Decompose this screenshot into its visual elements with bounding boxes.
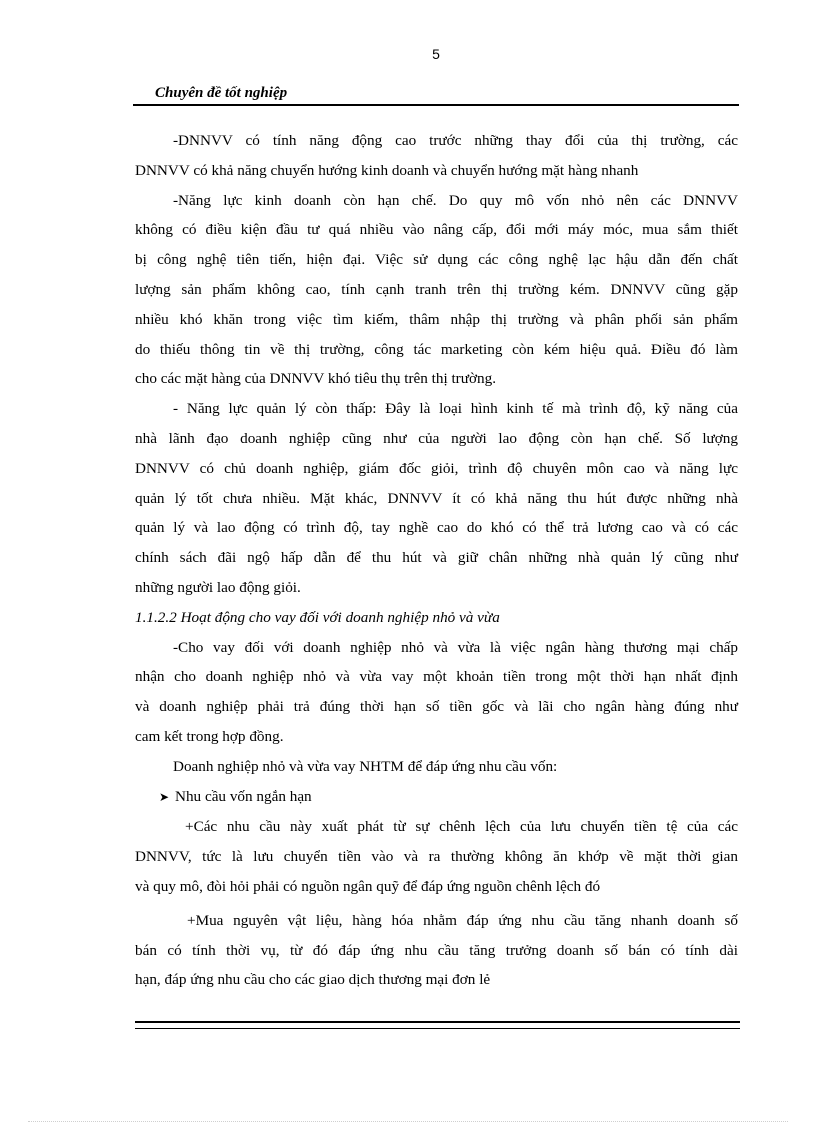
header-title: Chuyên đề tốt nghiệp (155, 85, 288, 101)
paragraph (135, 906, 738, 995)
text-line: hạn, đáp ứng nhu cầu cho các giao dịch thương mại đơn lẻ (135, 971, 491, 989)
text-line: nhiều khó khăn trong việc tìm kiếm, thâm nhập thị trường và phân phối sản phẩm (135, 310, 738, 328)
footer-rule (135, 1021, 740, 1029)
text-line: bán có tính thời vụ, từ đó đáp ứng nhu cầu tăng trưởng doanh số bán có tính dài (135, 941, 738, 959)
paragraph (135, 812, 738, 901)
text-line: +Các nhu cầu này xuất phát từ sự chênh lệch của lưu chuyển tiền tệ của các (185, 818, 738, 836)
text-line: không có điều kiện đầu tư quá nhiều vào nâng cấp, đổi mới máy móc, mua sắm thiết (135, 221, 738, 239)
page-edge-dots (28, 1121, 788, 1122)
text-line: những người lao động giỏi. (135, 578, 301, 596)
section-subheading: 1.1.2.2 Hoạt động cho vay đối với doanh nghiệp nhỏ và vừa (135, 608, 500, 626)
bullet-text: Nhu cầu vốn ngắn hạn (175, 787, 312, 805)
text-line: bị công nghệ tiên tiến, hiện đại. Việc sử dụng các công nghệ lạc hậu dẫn đến chất (135, 251, 738, 269)
text-line: cam kết trong hợp đồng. (135, 727, 284, 745)
document-body (135, 126, 738, 995)
text-line: cho các mặt hàng của DNNVV khó tiêu thụ trên thị trường. (135, 370, 496, 388)
text-line: lượng sản phẩm không cao, tính cạnh tranh trên thị trường kém. DNNVV cũng gặp (135, 280, 738, 298)
text-line: nhà lãnh đạo doanh nghiệp cũng như của người lao động còn hạn chế. Số lượng (135, 429, 738, 447)
text-line: quản lý và lao động có trình độ, tay nghề cao do khó có thể trả lương cao và có các (135, 519, 738, 537)
text-line: quản lý tốt chưa nhiều. Mặt khác, DNNVV ít có khả năng thu hút được những nhà (135, 489, 738, 507)
paragraph (135, 633, 738, 752)
text-line: DNNVV có chủ doanh nghiệp, giám đốc giỏi, trình độ chuyên môn cao và năng lực (135, 459, 738, 477)
text-line: DNNVV có khả năng chuyển hướng kinh doanh và chuyển hướng mặt hàng nhanh (135, 161, 639, 179)
text-line: và doanh nghiệp phải trả đúng thời hạn số tiền gốc và lãi cho ngân hàng đúng như (135, 698, 738, 716)
paragraph (135, 752, 738, 782)
text-line: -DNNVV có tính năng động cao trước những thay đổi của thị trường, các (173, 132, 738, 149)
text-line: +Mua nguyên vật liệu, hàng hóa nhằm đáp ứng nhu cầu tăng nhanh doanh số (187, 911, 738, 929)
text-line: Doanh nghiệp nhỏ và vừa vay NHTM để đáp ứng nhu cầu vốn: (173, 757, 558, 775)
paragraph (135, 186, 738, 395)
bullet-item (135, 782, 738, 813)
text-line: - Năng lực quản lý còn thấp: Đây là loại hình kinh tế mà trình độ, kỹ năng của (173, 400, 738, 418)
text-line: -Năng lực kinh doanh còn hạn chế. Do quy mô vốn nhỏ nên các DNNVV (173, 191, 738, 209)
text-line: do thiếu thông tin về thị trường, công tác marketing còn kém hiệu quả. Điều đó làm (135, 340, 738, 358)
text-line: chính sách đãi ngộ hấp dẫn để thu hút và giữ chân những nhà quản lý cũng như (135, 549, 738, 567)
paragraph (135, 394, 738, 603)
text-line: DNNVV, tức là lưu chuyển tiền vào và ra thường không ăn khớp về mặt thời gian (135, 848, 738, 866)
text-line: và quy mô, đòi hỏi phải có nguồn ngân quỹ để đáp ứng nguồn chênh lệch đó (135, 877, 601, 895)
text-line: -Cho vay đối với doanh nghiệp nhỏ và vừa là việc ngân hàng thương mại chấp (173, 638, 738, 656)
page-number: 5 (432, 46, 440, 62)
arrow-bullet-icon: ➤ (159, 789, 170, 804)
header-rule (133, 104, 739, 106)
text-line: nhận cho doanh nghiệp nhỏ và vừa vay một khoản tiền trong một thời hạn nhất định (135, 668, 738, 686)
paragraph (135, 126, 738, 186)
